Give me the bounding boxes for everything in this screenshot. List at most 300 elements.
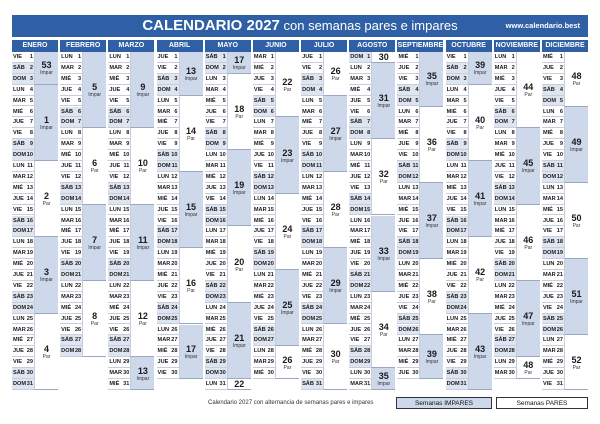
weekday-label: MAR [494, 64, 508, 71]
weekday-label: VIE [542, 228, 552, 235]
day-number: 27 [508, 337, 515, 344]
day-cell [157, 52, 179, 63]
day-cell [397, 325, 419, 336]
week-parity-label: Impar [570, 299, 583, 306]
day-number: 22 [315, 282, 323, 289]
day-number: 9 [415, 141, 419, 148]
day-cell [494, 216, 516, 227]
day-number: 28 [267, 348, 274, 355]
day-cell [205, 303, 227, 314]
day-number: 10 [315, 152, 323, 159]
day-number: 7 [78, 119, 82, 126]
week-number: 34 [378, 321, 389, 332]
weekday-label: LUN [157, 326, 170, 333]
weekday-label: DOM [253, 184, 267, 191]
weekday-label: SÁB [494, 337, 507, 344]
day-cell [60, 314, 82, 325]
day-number: 7 [511, 119, 515, 126]
week-parity-label: Par [283, 86, 292, 93]
day-cell [397, 183, 419, 194]
weekday-label: JUE [542, 217, 554, 224]
week-number-cell [419, 107, 443, 183]
day-number: 10 [508, 152, 515, 159]
weekday-label: VIE [61, 97, 71, 104]
day-cell [205, 107, 227, 118]
day-cell [60, 346, 82, 357]
week-parity-label: Impar [329, 288, 342, 295]
weekday-label: VIE [109, 173, 119, 180]
day-cell [494, 52, 516, 63]
page-title [12, 15, 588, 37]
weekday-label: LUN [350, 141, 362, 148]
weekday-label: DOM [494, 348, 508, 355]
day-cell [157, 314, 179, 325]
day-number: 2 [367, 64, 371, 71]
weekday-label: JUE [205, 261, 217, 268]
week-number: 26 [282, 354, 293, 365]
day-cell [301, 172, 323, 183]
weekday-label: VIE [157, 64, 167, 71]
week-parity-label: Par [42, 201, 51, 208]
day-number: 3 [511, 75, 515, 82]
week-parity-label: Par [379, 331, 388, 338]
weekday-label: MAR [398, 272, 412, 278]
weekday-label: LUN [446, 239, 459, 246]
day-number: 11 [316, 163, 323, 169]
weekday-label: LUN [61, 206, 73, 213]
day-number: 30 [315, 370, 323, 377]
weekday-label: JUE [350, 173, 362, 180]
weekday-label: MAR [109, 217, 123, 224]
day-cell [108, 85, 130, 96]
day-number: 20 [219, 261, 226, 268]
weekday-label: DOM [398, 97, 412, 104]
weekday-label: MIÉ [398, 130, 409, 137]
week-number-cell [34, 52, 58, 85]
day-number: 1 [270, 54, 274, 60]
day-number: 15 [219, 206, 226, 213]
day-number: 22 [123, 282, 130, 289]
day-cell [446, 52, 468, 63]
day-number: 12 [315, 173, 323, 180]
day-number: 6 [415, 108, 419, 115]
day-number: 6 [559, 108, 563, 115]
weekday-label: DOM [446, 381, 460, 387]
weekday-label: LUN [61, 282, 73, 289]
day-number: 21 [74, 272, 82, 278]
day-number: 3 [270, 75, 274, 82]
day-cell [253, 325, 275, 336]
day-cell [494, 150, 516, 161]
day-cell [12, 107, 34, 118]
week-parity-label: Impar [136, 244, 150, 251]
day-cell [446, 172, 468, 183]
weekday-label: SÁB [446, 370, 459, 377]
day-cell [205, 205, 227, 216]
day-cell [494, 237, 516, 248]
week-parity-label: Impar [136, 375, 150, 382]
weekday-label: DOM [302, 86, 316, 93]
day-cell [108, 194, 130, 205]
weekday-label: MAR [494, 370, 508, 377]
day-cell [349, 172, 371, 183]
week-number-cell [419, 183, 443, 259]
day-cell [494, 85, 516, 96]
weekday-label: DOM [61, 195, 75, 202]
day-number: 17 [123, 228, 130, 235]
day-cell [301, 314, 323, 325]
week-number-cell [275, 346, 299, 379]
weekday-label: JUE [350, 326, 362, 333]
day-number: 18 [508, 239, 515, 246]
day-cell [301, 183, 323, 194]
day-cell [446, 96, 468, 107]
day-number: 9 [318, 141, 323, 148]
day-cell [157, 346, 179, 357]
week-number: 2 [43, 191, 49, 202]
week-number: 52 [571, 354, 582, 365]
day-cell [494, 205, 516, 216]
day-cell [542, 205, 564, 216]
weekday-label: JUE [61, 163, 73, 169]
week-parity-label: Impar [521, 321, 535, 328]
day-cell [301, 368, 323, 379]
weekday-label: VIE [205, 195, 215, 202]
weekday-label: MAR [61, 217, 74, 224]
weekday-label: JUE [109, 315, 121, 322]
day-cell [108, 325, 130, 336]
weekday-label: MIÉ [109, 152, 120, 159]
day-number: 26 [315, 326, 323, 333]
day-cell [205, 161, 227, 172]
day-cell [205, 139, 227, 150]
weekday-label: LUN [109, 359, 121, 366]
day-cell [349, 346, 371, 357]
day-number: 7 [559, 119, 563, 126]
day-cell [253, 259, 275, 270]
day-cell [542, 237, 564, 248]
day-cell [60, 117, 82, 128]
day-number: 10 [171, 152, 178, 159]
day-number: 19 [26, 250, 33, 257]
day-cell [542, 74, 564, 85]
weekday-label: MIÉ [542, 130, 553, 137]
weekday-label: MAR [109, 293, 123, 300]
weekday-label: MAR [494, 217, 508, 224]
weekday-label: DOM [446, 152, 460, 159]
day-cell [349, 128, 371, 139]
day-number: 17 [26, 228, 33, 235]
day-cell [397, 216, 419, 227]
day-number: 1 [367, 54, 371, 60]
week-parity-label: Impar [136, 92, 150, 99]
weekday-label: LUN [302, 173, 314, 180]
day-number: 16 [460, 217, 467, 224]
day-cell [397, 281, 419, 292]
day-number: 21 [556, 272, 563, 278]
day-number: 24 [412, 304, 419, 311]
day-number: 13 [315, 184, 323, 191]
day-number: 29 [556, 359, 563, 366]
day-number: 2 [559, 64, 563, 71]
day-number: 5 [415, 97, 419, 104]
day-number: 2 [222, 64, 226, 71]
day-number: 14 [26, 195, 33, 202]
day-number: 21 [171, 272, 178, 278]
month-header: MAYO [205, 40, 251, 52]
week-number-cell [179, 172, 203, 248]
weekday-label: LUN [398, 261, 410, 268]
weekday-label: LUN [302, 326, 314, 333]
weekday-label: VIE [157, 217, 167, 224]
day-number: 14 [508, 195, 515, 202]
weekday-label: VIE [302, 217, 312, 224]
day-number: 27 [219, 337, 226, 344]
day-cell [301, 292, 323, 303]
day-number: 19 [364, 250, 371, 257]
weekday-label: MAR [61, 141, 74, 148]
day-cell [12, 357, 34, 368]
day-cell [397, 248, 419, 259]
day-number: 10 [412, 152, 419, 159]
day-number: 16 [219, 217, 226, 224]
weekday-label: VIE [253, 163, 263, 169]
day-cell [349, 259, 371, 270]
day-number: 17 [219, 228, 226, 235]
day-cell [542, 216, 564, 227]
day-number: 5 [270, 97, 274, 104]
day-number: 7 [463, 119, 467, 126]
day-cell [60, 248, 82, 259]
week-parity-label: Impar [329, 135, 342, 142]
day-cell [108, 52, 130, 63]
day-number: 6 [511, 108, 515, 115]
day-number: 11 [171, 163, 178, 169]
weekday-label: VIE [542, 75, 552, 82]
weekday-label: LUN [302, 250, 314, 257]
weekday-label: LUN [542, 184, 555, 191]
day-cell [301, 259, 323, 270]
day-cell [542, 314, 564, 325]
week-number: 1 [43, 114, 49, 125]
day-cell [60, 107, 82, 118]
day-cell [157, 85, 179, 96]
day-number: 13 [508, 184, 515, 191]
day-cell [157, 335, 179, 346]
day-cell [397, 346, 419, 357]
day-number: 10 [556, 152, 563, 159]
weekday-label: JUE [205, 184, 217, 191]
day-cell [301, 335, 323, 346]
title-bold: CALENDARIO 2027 [142, 17, 280, 34]
week-number: 48 [523, 360, 534, 371]
weekday-label: DOM [350, 359, 364, 366]
day-cell [301, 150, 323, 161]
week-number: 31 [378, 93, 389, 104]
weekday-label: VIE [205, 119, 215, 126]
month-days [397, 52, 443, 390]
day-number: 15 [412, 206, 419, 213]
day-cell [253, 205, 275, 216]
weekday-label: JUE [302, 359, 313, 366]
day-number: 18 [412, 239, 419, 246]
month-column [349, 40, 395, 390]
weekday-label: JUE [494, 86, 506, 93]
week-number: 16 [186, 278, 197, 289]
day-number: 12 [74, 173, 82, 180]
week-number-cell [275, 194, 299, 270]
day-cell [205, 346, 227, 357]
week-parity-label: Impar [40, 277, 53, 284]
day-number: 16 [267, 217, 274, 224]
weekday-label: SÁB [61, 261, 73, 268]
day-number: 3 [29, 75, 33, 82]
day-cell [301, 281, 323, 292]
weekday-label: LUN [205, 228, 218, 235]
day-cell [205, 96, 227, 107]
day-number: 3 [415, 75, 419, 82]
day-cell [301, 161, 323, 172]
day-number: 12 [267, 173, 274, 180]
day-cell [349, 357, 371, 368]
weekday-label: MAR [494, 293, 508, 300]
day-cell [446, 226, 468, 237]
day-cell [349, 161, 371, 172]
day-cell [108, 161, 130, 172]
day-cell [253, 314, 275, 325]
week-number: 5 [92, 82, 98, 93]
weekday-label: MIÉ [61, 152, 72, 159]
day-number: 14 [74, 195, 82, 202]
month-header: SEPTIEMBRE [397, 40, 443, 52]
day-cell [542, 259, 564, 270]
day-number: 14 [123, 195, 130, 202]
weekday-label: JUE [253, 75, 265, 82]
day-number: 29 [315, 359, 323, 366]
day-number: 15 [74, 206, 82, 213]
week-parity-label: Impar [377, 103, 391, 110]
weekday-label: JUE [446, 272, 458, 278]
day-cell [108, 139, 130, 150]
day-number: 28 [26, 348, 33, 355]
day-cell [446, 216, 468, 227]
week-number-cell [564, 335, 588, 390]
day-cell [205, 270, 227, 281]
weekday-label: JUE [494, 163, 506, 169]
day-number: 11 [219, 163, 226, 169]
day-cell [60, 226, 82, 237]
weekday-label: JUE [13, 272, 24, 278]
day-cell [157, 303, 179, 314]
day-number: 30 [219, 370, 226, 377]
week-parity-label: Impar [281, 310, 294, 317]
weekday-label: VIE [157, 141, 167, 148]
weekday-label: JUE [494, 315, 506, 322]
day-cell [542, 128, 564, 139]
day-number: 13 [460, 184, 467, 191]
day-cell [12, 139, 34, 150]
day-number: 12 [171, 173, 178, 180]
weekday-label: MAR [109, 370, 123, 377]
day-number: 8 [367, 130, 371, 137]
weekday-label: MIÉ [13, 261, 23, 268]
weekday-label: DOM [542, 97, 557, 104]
weekday-label: MIÉ [61, 75, 72, 82]
day-cell [12, 335, 34, 346]
day-number: 15 [556, 206, 563, 213]
weekday-label: MAR [13, 250, 26, 257]
day-number: 12 [364, 173, 371, 180]
day-cell [108, 74, 130, 85]
day-cell [301, 270, 323, 281]
day-number: 20 [412, 261, 419, 268]
day-number: 2 [270, 64, 274, 71]
day-number: 13 [556, 184, 563, 191]
day-cell [157, 368, 179, 379]
weekday-label: SÁB [205, 130, 218, 137]
month-header: DICIEMBRE [542, 40, 588, 52]
weekday-label: MIÉ [109, 75, 120, 82]
day-number: 25 [556, 315, 563, 322]
day-number: 23 [364, 293, 371, 300]
day-cell [157, 150, 179, 161]
weekday-label: MIÉ [446, 108, 457, 115]
day-number: 25 [364, 315, 371, 322]
day-cell [12, 270, 34, 281]
day-number: 8 [126, 130, 130, 137]
weekday-label: SÁB [13, 141, 25, 148]
day-number: 20 [171, 261, 178, 268]
weekday-label: SÁB [398, 239, 411, 246]
week-parity-label: Par [476, 277, 484, 284]
day-cell [12, 85, 34, 96]
weekday-label: MIÉ [253, 370, 264, 377]
month-days [446, 52, 492, 390]
weekday-label: DOM [253, 108, 267, 115]
week-parity-label: Par [572, 222, 581, 229]
week-parity-label: Impar [425, 81, 439, 88]
day-number: 25 [315, 315, 323, 322]
weekday-label: MAR [13, 173, 26, 180]
website-link[interactable]: www.calendario.best [505, 21, 580, 30]
day-number: 17 [267, 228, 274, 235]
weekday-label: MAR [398, 195, 412, 202]
weekday-label: MAR [542, 348, 556, 355]
day-number: 30 [364, 370, 371, 377]
day-number: 28 [219, 348, 226, 355]
day-number: 9 [367, 141, 371, 148]
week-parity-label: Par [524, 370, 533, 377]
weekday-label: JUE [302, 206, 313, 213]
day-number: 18 [123, 239, 130, 246]
day-cell [301, 128, 323, 139]
day-number: 4 [270, 86, 274, 93]
day-cell [108, 107, 130, 118]
day-cell [397, 117, 419, 128]
day-cell [494, 139, 516, 150]
day-number: 24 [26, 304, 33, 311]
day-number: 29 [508, 359, 515, 366]
weekday-label: VIE [157, 370, 167, 377]
day-cell [253, 194, 275, 205]
weekday-label: MAR [61, 293, 74, 300]
weekday-label: VIE [398, 152, 408, 159]
weekday-label: VIE [398, 75, 408, 82]
day-cell [542, 52, 564, 63]
weekday-label: SÁB [205, 282, 218, 289]
week-parity-label: Impar [377, 255, 391, 262]
week-number: 13 [137, 365, 148, 376]
